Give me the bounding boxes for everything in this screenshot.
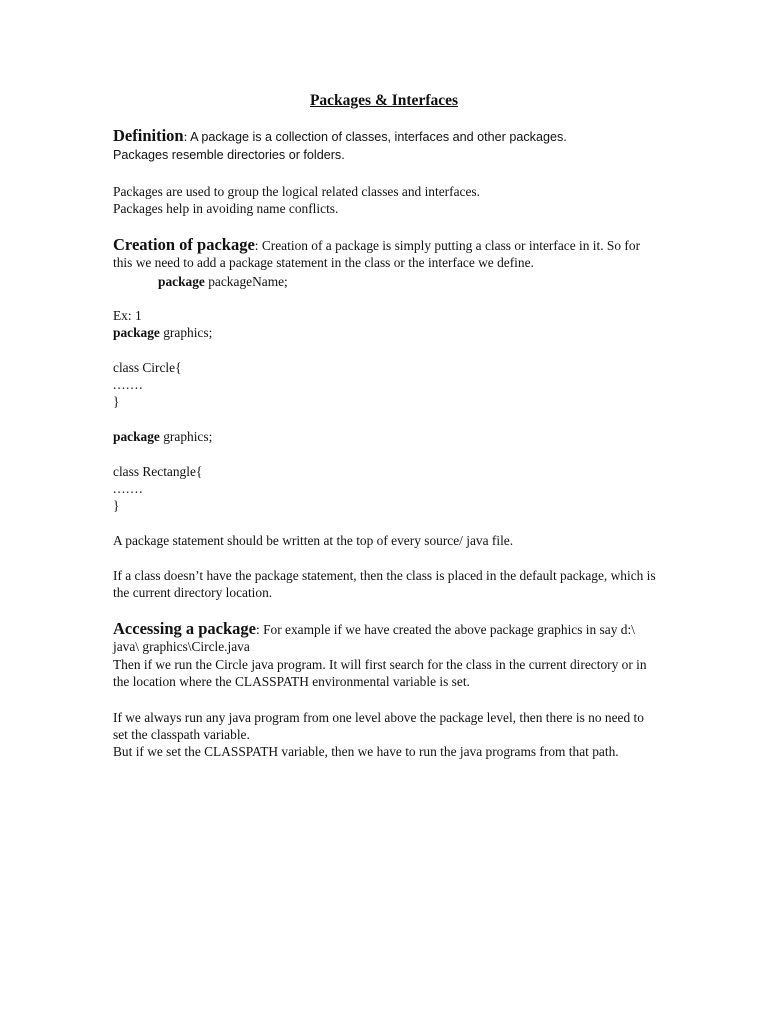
- example1-class-line: class Circle{: [113, 360, 182, 375]
- accessing-level: If we always run any java program from one level above the package level, then there is no need to set the classpath variable.: [113, 710, 644, 743]
- creation-heading: Creation of package: [113, 235, 255, 254]
- usage-line-2: Packages help in avoiding name conflicts.: [113, 201, 339, 217]
- creation-text: Creation of a package is simply putting a class or interface in it. So for this we need to add a package statement in the class or the interface we define.: [113, 238, 641, 271]
- example1-package-line: [113, 324, 658, 341]
- usage-paragraph: [113, 183, 658, 218]
- accessing-classpath: But if we set the CLASSPATH variable, then we have to run the java programs from that path.: [113, 744, 619, 759]
- accessing-colon: :: [256, 622, 260, 637]
- syntax-keyword: package: [158, 274, 205, 289]
- example1-ellipsis: .......: [113, 377, 144, 392]
- creation-paragraph: [113, 236, 658, 272]
- example-label: Ex: 1: [113, 308, 142, 323]
- example1-package-keyword: package: [113, 325, 160, 340]
- example2-class-line: class Rectangle{: [113, 464, 203, 479]
- creation-colon: :: [254, 238, 259, 253]
- definition-heading: Definition: [113, 126, 184, 145]
- definition-line-2: Packages resemble directories or folders.: [113, 148, 345, 163]
- definition-line-1: A package is a collection of classes, interfaces and other packages.: [187, 130, 567, 144]
- example2-package-name: graphics;: [159, 429, 213, 444]
- example2-close-brace: }: [113, 498, 120, 513]
- accessing-search: Then if we run the Circle java program. It will first search for the class in the current directory or in the location where the CLASSPATH environmental variable is set.: [113, 657, 647, 690]
- example1-close-brace: }: [113, 394, 120, 409]
- example2-package-line: [113, 428, 658, 445]
- accessing-paragraph: [113, 620, 658, 656]
- accessing-intro: For example if we have created the above package graphics in say d:\ java\ graphics\Circle.java: [113, 622, 635, 655]
- definition-paragraph: [113, 127, 658, 165]
- example2-ellipsis: .......: [113, 481, 144, 496]
- syntax-rest: packageName;: [204, 274, 288, 289]
- page-title: Packages & Interfaces: [309, 92, 459, 109]
- usage-line-1: Packages are used to group the logical related classes and interfaces.: [113, 184, 480, 199]
- example1-package-name: graphics;: [159, 325, 213, 340]
- creation-syntax: [113, 273, 703, 290]
- definition-colon: :: [183, 129, 188, 144]
- note-default-package: If a class doesn’t have the package statement, then the class is placed in the default package, which is the current directory location.: [113, 568, 656, 601]
- example2-package-keyword: package: [113, 429, 160, 444]
- note-top-of-file: A package statement should be written at the top of every source/ java file.: [113, 533, 514, 548]
- accessing-heading: Accessing a package: [113, 619, 256, 638]
